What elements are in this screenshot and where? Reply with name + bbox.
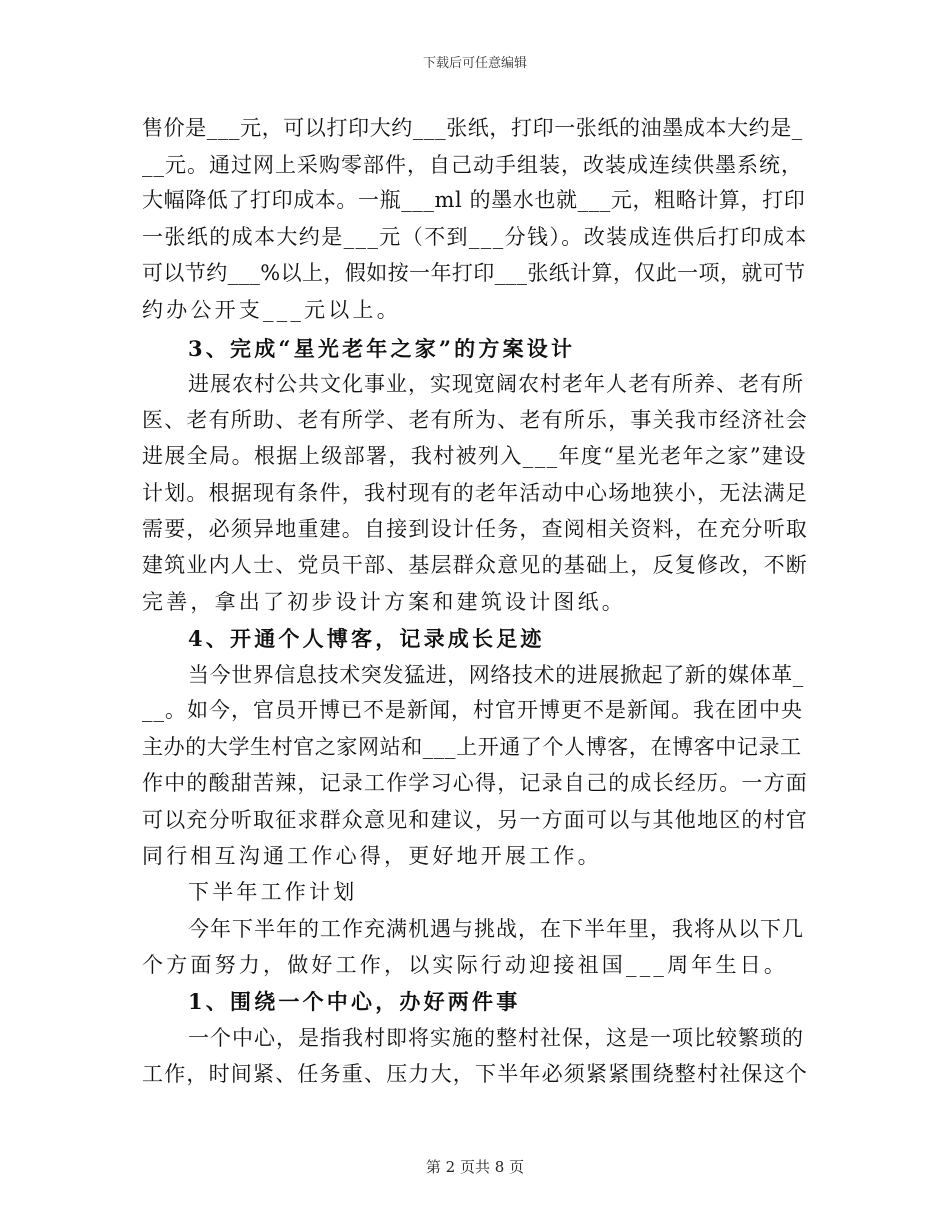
page-footer: 第 2 页共 8 页 [425,1158,525,1176]
section-heading: 3、完成“星光老年之家”的方案设计 [188,336,576,361]
body-line: 售价是___元，可以打印大约___张纸，打印一张纸的油墨成本大约是_ [142,116,803,140]
body-line: 主办的大学生村官之家网站和___上开通了个人博客，在博客中记录工 [142,735,802,759]
body-line: 大幅降低了打印成本。一瓶___ml 的墨水也就___元，粗略计算，打印 [142,188,806,212]
body-line: 医、老有所助、老有所学、老有所为、老有所乐，事关我市经济社会 [142,408,808,432]
body-line: 一个中心，是指我村即将实施的整村社保，这是一项比较繁琐的 [188,1026,804,1050]
body-line: __。如今，官员开博已不是新闻，村官开博更不是新闻。我在团中央 [142,698,803,722]
section-heading: 4、开通个人博客，记录成长足迹 [188,626,545,651]
page-header: 下载后可任意编辑 [422,56,527,71]
body-line: 需要，必须异地重建。自接到设计任务，查阅相关资料，在充分听取 [142,517,808,541]
body-line: 当今世界信息技术突发猛进，网络技术的进展掀起了新的媒体革_ [188,663,804,687]
body-line: 进展全局。根据上级部署，我村被列入___年度“星光老年之家”建设 [142,444,807,468]
body-line: 工作，时间紧、任务重、压力大，下半年必须紧紧围绕整村社保这个 [142,1062,808,1086]
body-line: 建筑业内人士、党员干部、基层群众意见的基础上，反复修改，不断 [142,553,808,577]
body-line: 约办公开支___元以上。 [142,298,401,322]
body-line: 个方面努力，做好工作，以实际行动迎接祖国___周年生日。 [142,953,789,977]
body-line: 一张纸的成本大约是___元（不到___分钱）。改装成连供后打印成本 [142,225,808,249]
body-line: __元。通过网上采购零部件，自己动手组装，改装成连续供墨系统， [142,153,803,177]
body-line: 同行相互沟通工作心得，更好地开展工作。 [142,844,602,868]
body-line: 计划。根据现有条件，我村现有的老年活动中心场地狭小，无法满足 [142,481,808,505]
subheading: 下半年工作计划 [188,880,358,904]
body-line: 可以充分听取征求群众意见和建议，另一方面可以与其他地区的村官 [142,808,808,832]
body-line: 可以节约___%以上，假如按一年打印___张纸计算，仅此一项，就可节 [142,261,806,285]
body-line: 完善，拿出了初步设计方案和建筑设计图纸。 [142,590,626,614]
body-line: 进展农村公共文化事业，实现宽阔农村老年人老有所养、老有所 [188,372,804,396]
body-line: 作中的酸甜苦辣，记录工作学习心得，记录自己的成长经历。一方面 [142,771,808,795]
body-line: 今年下半年的工作充满机遇与挑战，在下半年里，我将从以下几 [188,917,804,941]
section-heading: 1、围绕一个中心，办好两件事 [188,989,521,1014]
